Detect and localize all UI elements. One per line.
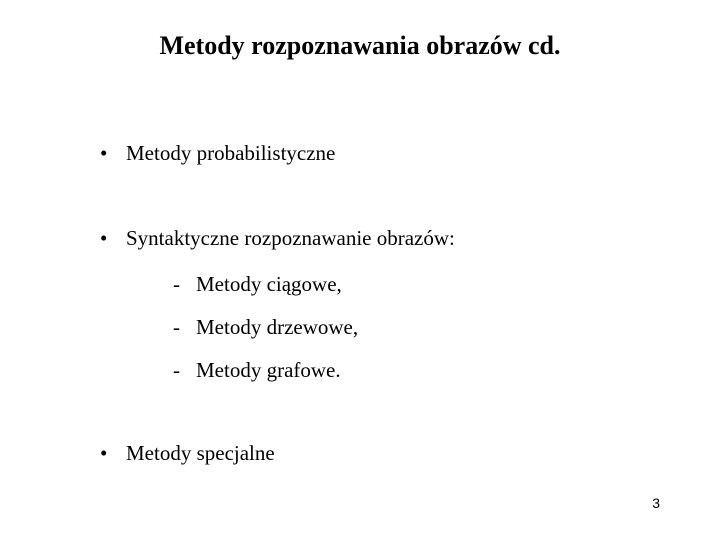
bullet-marker: • xyxy=(100,226,108,250)
sub-item-sequence xyxy=(173,271,342,297)
sub-item-label: Metody drzewowe, xyxy=(196,315,359,339)
bullet-marker: • xyxy=(100,141,108,165)
page-number: 3 xyxy=(652,495,660,511)
bullet-label: Metody probabilistyczne xyxy=(126,141,336,165)
bullet-item-probabilistic xyxy=(100,140,335,166)
sub-marker: - xyxy=(173,358,180,382)
bullet-label: Metody specjalne xyxy=(126,441,275,465)
sub-item-graph xyxy=(173,357,341,383)
bullet-item-special xyxy=(100,440,275,466)
sub-marker: - xyxy=(173,315,180,339)
sub-item-label: Metody grafowe. xyxy=(196,358,341,382)
bullet-item-syntactic xyxy=(100,225,455,251)
bullet-label: Syntaktyczne rozpoznawanie obrazów: xyxy=(126,226,455,250)
slide-title: Metody rozpoznawania obrazów cd. xyxy=(159,31,561,60)
bullet-marker: • xyxy=(100,441,108,465)
sub-item-tree xyxy=(173,314,358,340)
sub-marker: - xyxy=(173,272,180,296)
sub-item-label: Metody ciągowe, xyxy=(196,272,342,296)
